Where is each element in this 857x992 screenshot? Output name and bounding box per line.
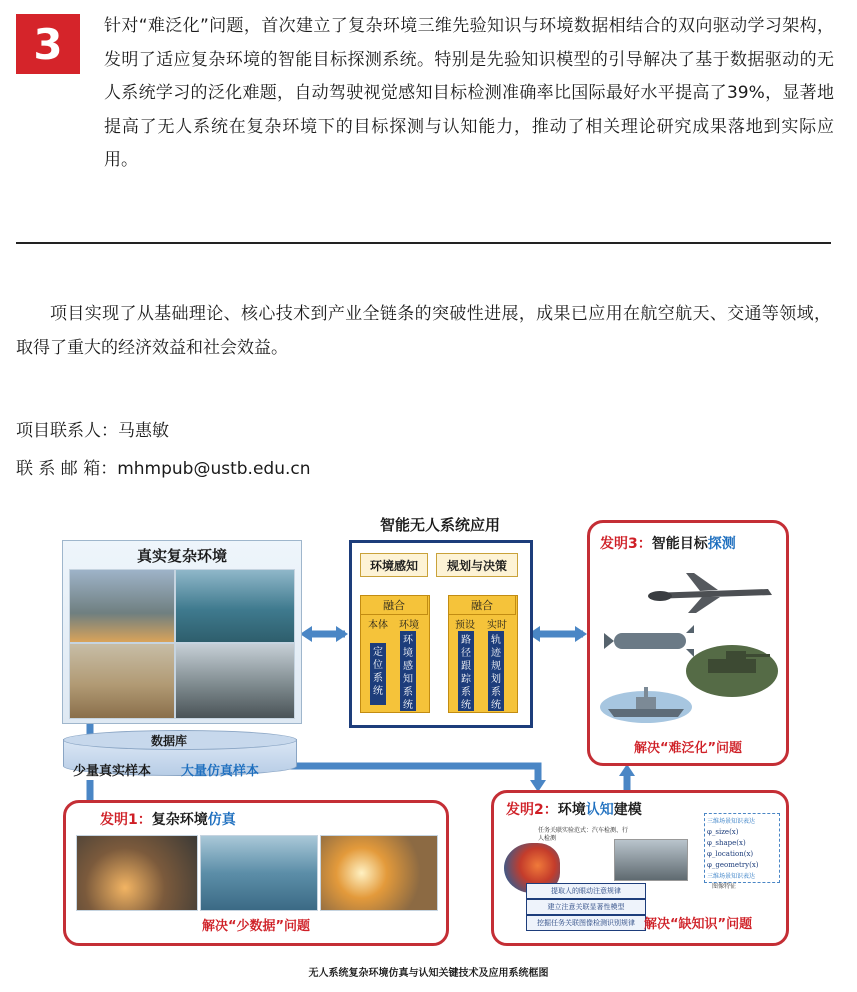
aircraft-flares-photo bbox=[69, 569, 175, 643]
app-system-box bbox=[349, 540, 533, 728]
formula-box bbox=[704, 813, 780, 883]
sim-sea-photo bbox=[200, 835, 318, 911]
task-paradigm-text: 任务关联实验范式：汽车检测、行人检测 bbox=[538, 827, 629, 842]
section-paragraph: 针对“难泛化”问题，首次建立了复杂环境三维先验知识与环境数据相结合的双向驱动学习架构，发明了适应复杂环境的智能目标探测系统。特别是先验知识模型的引导解决了基于数据驱动的无人系统学习的泛化难题，自动驾驶视觉感知目标检测准确率比国际最好水平提高了39%，显著地提高了无人系统在复杂环境下的目标探测与认知能力，推动了相关理论研究成果落地到实际应用。 bbox=[104, 16, 834, 170]
warship-icon bbox=[600, 687, 692, 723]
database bbox=[63, 730, 295, 784]
sim-explosion-photo bbox=[76, 835, 198, 911]
invention1-title: 发明1：复杂环境仿真 bbox=[100, 812, 236, 828]
fusion-left-label: 融合 bbox=[360, 595, 428, 615]
formula-title: 三维场景知识表达 bbox=[707, 818, 756, 825]
formula-line: φ_geometry(x) bbox=[707, 861, 759, 869]
formula-footer: 三维场景知识表达 bbox=[707, 873, 756, 880]
contact-person: 项目联系人：马惠敏 bbox=[16, 421, 169, 441]
arrow-db-inv2 bbox=[290, 766, 538, 782]
bar-positioning-system: 定 位 系 统 bbox=[370, 643, 386, 705]
missile-icon bbox=[604, 625, 694, 657]
step-detection-rules: 挖掘任务关联图像检测识别规律 bbox=[526, 915, 646, 931]
invention2-panel bbox=[491, 790, 789, 946]
tank-icon bbox=[686, 645, 778, 697]
fusion-sub-preset: 预设 bbox=[455, 620, 475, 631]
street-scene-photo bbox=[614, 839, 688, 881]
figure-caption: 无人系统复杂环境仿真与认知关键技术及应用系统框图 bbox=[308, 968, 549, 979]
contact-email: 联 系 邮 箱：mhmpub@ustb.edu.cn bbox=[16, 459, 311, 479]
invention3-illustration bbox=[590, 559, 786, 729]
real-environment-panel bbox=[62, 540, 302, 724]
tag-environment-perception: 环境感知 bbox=[360, 553, 428, 577]
invention2-solve: 解决“缺知识”问题 bbox=[644, 917, 753, 932]
step-saliency-model: 建立注意关联显著性模型 bbox=[526, 899, 646, 915]
formula-line: φ_size(x) bbox=[707, 828, 739, 836]
real-samples-label: 少量真实样本 bbox=[73, 764, 152, 779]
invention3-panel bbox=[587, 520, 789, 766]
app-title: 智能无人系统应用 bbox=[379, 516, 500, 534]
fusion-sub-env: 环境 bbox=[399, 620, 419, 631]
sea-ship-photo bbox=[175, 569, 295, 643]
invention3-solve: 解决“难泛化”问题 bbox=[633, 741, 743, 756]
env-title: 真实复杂环境 bbox=[136, 547, 227, 565]
sim-jet-photo bbox=[320, 835, 438, 911]
formula-line: φ_shape(x) bbox=[707, 839, 746, 847]
invention2-title: 发明2：环境认知建模 bbox=[506, 802, 642, 818]
fusion-sub-realtime: 实时 bbox=[487, 620, 507, 631]
formula-line: φ_location(x) bbox=[707, 850, 754, 858]
fusion-right-label: 融合 bbox=[448, 595, 516, 615]
bar-env-perception-system: 环 境 感 知 系 统 bbox=[400, 631, 416, 711]
foggy-road-photo bbox=[175, 643, 295, 719]
fusion-sub-body: 本体 bbox=[368, 620, 388, 631]
summary-paragraph: 项目实现了从基础理论、核心技术到产业全链条的突破性进展，成果已应用在航空航天、交通等领域，取得了重大的经济效益和社会效益。 bbox=[16, 304, 831, 358]
sim-samples-label: 大量仿真样本 bbox=[181, 764, 260, 779]
bar-trajectory-planning-system: 轨 迹 规 划 系 统 bbox=[488, 631, 504, 711]
formula-caption: 图像特征 bbox=[712, 883, 737, 890]
desert-dust-photo bbox=[69, 643, 175, 719]
section-number-badge: 3 bbox=[16, 14, 80, 74]
tag-planning-decision: 规划与决策 bbox=[436, 553, 518, 577]
invention1-panel bbox=[63, 800, 449, 946]
database-label: 数据库 bbox=[151, 734, 188, 748]
step-eye-movement: 提取人的眼动注意规律 bbox=[526, 883, 646, 899]
bar-path-tracking-system: 路 径 跟 踪 系 统 bbox=[458, 631, 474, 711]
drone-icon bbox=[648, 573, 772, 613]
invention1-solve: 解决“少数据”问题 bbox=[201, 919, 311, 934]
invention3-title: 发明3：智能目标探测 bbox=[600, 536, 736, 552]
